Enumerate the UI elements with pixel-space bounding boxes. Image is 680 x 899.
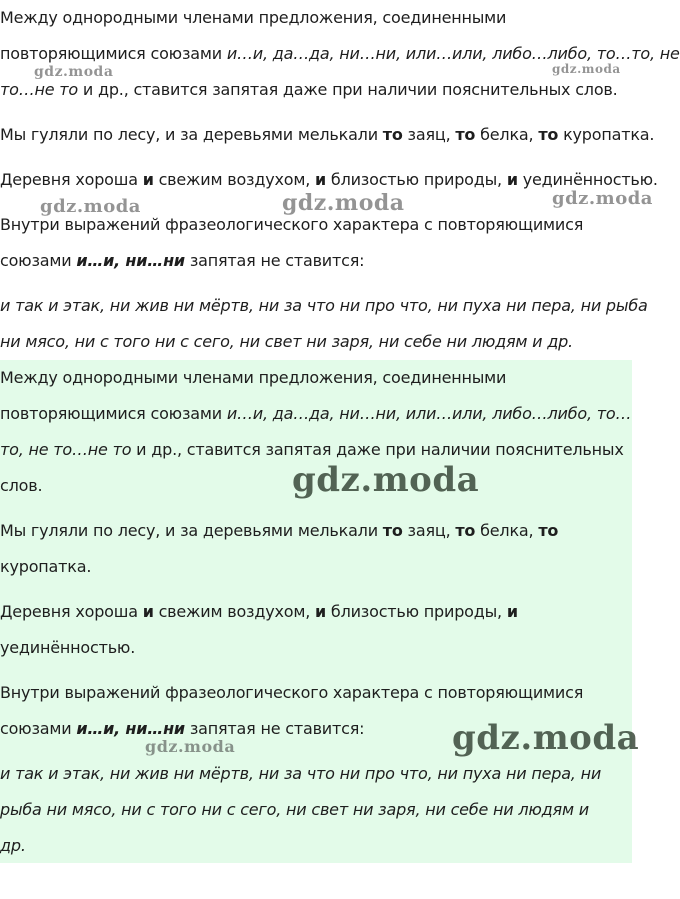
watermark: gdz.moda: [34, 64, 114, 80]
watermark: gdz.moda: [40, 196, 141, 217]
box-idioms-paragraph: и так и этак, ни жив ни мёртв, ни за что ни про что, ни пуха ни пера, ни рыба ни мясо, ни с того ни с сего, ни свет ни заря, ни себе ни людям и др.: [0, 764, 602, 855]
watermark: gdz.moda: [552, 188, 653, 209]
watermark: gdz.moda: [292, 460, 480, 500]
rule-paragraph: Между однородными членами предложения, соединенными повторяющимися союзами и…и, да…да, ни…ни, или…или, либо…либо, то…то, не то…не то и др., ставится запятая даже при наличии пояснительных слов.: [0, 8, 680, 99]
example-paragraph-2: Деревня хороша и свежим воздухом, и близостью природы, и уединённостью.: [0, 170, 658, 189]
box-exception-rule-paragraph: Внутри выражений фразеологического характера с повторяющимися союзами и…и, ни…ни запятая не ставится:: [0, 683, 584, 738]
watermark: gdz.moda: [282, 190, 405, 216]
idioms-paragraph: и так и этак, ни жив ни мёртв, ни за что ни про что, ни пуха ни пера, ни рыба ни мясо, ни с того ни с сего, ни свет ни заря, ни себе ни людям и др.: [0, 296, 648, 351]
watermark: gdz.moda: [452, 718, 640, 758]
watermark: gdz.moda: [552, 62, 621, 76]
watermark: gdz.moda: [145, 737, 236, 756]
box-example-paragraph-2: Деревня хороша и свежим воздухом, и близостью природы, и уединённостью.: [0, 602, 518, 657]
exception-rule-paragraph: Внутри выражений фразеологического характера с повторяющимися союзами и…и, ни…ни запятая не ставится:: [0, 215, 584, 270]
box-example-paragraph-1: Мы гуляли по лесу, и за деревьями мелькали то заяц, то белка, то куропатка.: [0, 521, 559, 576]
example-paragraph-1: Мы гуляли по лесу, и за деревьями мелькали то заяц, то белка, то куропатка.: [0, 125, 655, 144]
box-rule-paragraph: Между однородными членами предложения, соединенными повторяющимися союзами и…и, да…да, ни…ни, или…или, либо…либо, то… то, не то…не то и др., ставится запятая даже при наличии пояснительных слов.: [0, 368, 632, 495]
